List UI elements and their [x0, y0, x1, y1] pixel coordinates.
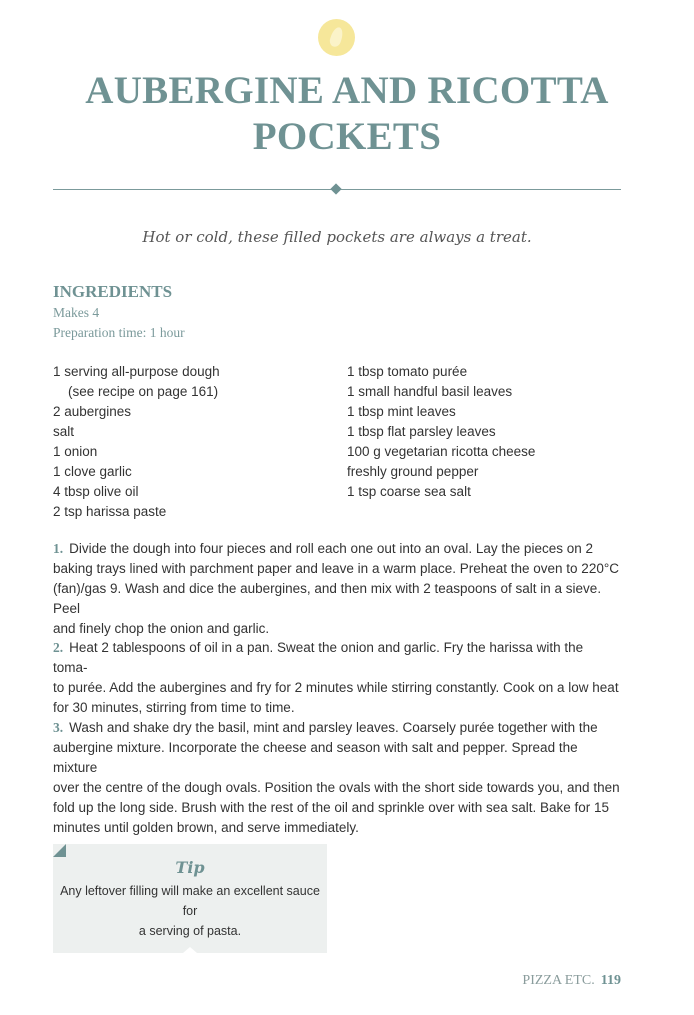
ingredient-item: 1 clove garlic [53, 464, 132, 479]
tip-line: a serving of pasta. [138, 924, 242, 938]
page-number: 119 [600, 973, 621, 988]
ingredient-item: salt [53, 424, 75, 439]
recipe-title [0, 68, 694, 160]
ingredient-item: 100 g vegetarian ricotta cheese [347, 444, 536, 459]
step-number: 1. [53, 541, 64, 556]
ingredient-item: freshly ground pepper [347, 464, 479, 479]
ingredient-item: 1 tbsp tomato purée [347, 364, 468, 379]
tagline: Hot or cold, these filled pockets are always a treat. [142, 228, 532, 246]
ingredient-item: 1 tsp coarse sea salt [347, 484, 471, 499]
title-line-1: AUBERGINE AND RICOTTA [85, 69, 609, 112]
makes-text: Makes 4 [53, 305, 100, 320]
tip-notch [183, 947, 197, 953]
ingredient-item: 1 tbsp mint leaves [347, 404, 456, 419]
page-footer [522, 973, 621, 989]
step-line: Heat 2 tablespoons of oil in a pan. Sweat the onion and garlic. Fry the harissa with the toma- [53, 640, 584, 675]
section-name: PIZZA ETC. [522, 973, 595, 988]
ingredient-item: 2 tsp harissa paste [53, 504, 167, 519]
step-line: Divide the dough into four pieces and roll each one out into an oval. Lay the pieces on 2 [69, 541, 593, 556]
leaf-badge [318, 19, 355, 56]
ingredients-left-column [53, 362, 220, 522]
ingredient-item: 1 serving all-purpose dough [53, 364, 220, 379]
step-line: to purée. Add the aubergines and fry for 2 minutes while stirring constantly. Cook on a low heat [53, 680, 619, 695]
step-line: fold up the long side. Brush with the rest of the oil and sprinkle over with sea salt. Bake for 15 [53, 800, 610, 815]
ingredient-item: 4 tbsp olive oil [53, 484, 139, 499]
step-line: (fan)/gas 9. Wash and dice the aubergines, and then mix with 2 teaspoons of salt in a sieve. Peel [53, 581, 602, 616]
ingredients-right-column [347, 362, 535, 502]
leaf-icon [328, 26, 345, 48]
method-step-3 [53, 718, 621, 838]
method-step-2 [53, 638, 621, 718]
title-line-2: POCKETS [252, 115, 442, 158]
step-number: 3. [53, 720, 64, 735]
step-line: for 30 minutes, stirring from time to time. [53, 700, 295, 715]
step-line: minutes until golden brown, and serve immediately. [53, 820, 359, 835]
step-line: and finely chop the onion and garlic. [53, 621, 270, 636]
diamond-divider-icon [330, 183, 341, 194]
ingredient-item: 1 onion [53, 444, 98, 459]
ingredient-item: 1 small handful basil leaves [347, 384, 513, 399]
tip-text [53, 881, 327, 941]
ingredient-item: (see recipe on page 161) [68, 384, 219, 399]
method-step-1 [53, 539, 621, 639]
step-line: aubergine mixture. Incorporate the cheese and season with salt and pepper. Spread the mixture [53, 740, 578, 775]
step-line: over the centre of the dough ovals. Position the ovals with the short side towards you, and then [53, 780, 620, 795]
corner-triangle-icon [53, 844, 66, 857]
tip-line: Any leftover filling will make an excellent sauce for [60, 884, 320, 918]
step-line: Wash and shake dry the basil, mint and parsley leaves. Coarsely purée together with the [69, 720, 598, 735]
step-line: baking trays lined with parchment paper and leave in a warm place. Preheat the oven to 220°C [53, 561, 619, 576]
prep-time-text: Preparation time: 1 hour [53, 325, 185, 340]
ingredients-heading: INGREDIENTS [53, 282, 173, 301]
ingredient-item: 1 tbsp flat parsley leaves [347, 424, 496, 439]
ingredient-item: 2 aubergines [53, 404, 132, 419]
step-number: 2. [53, 640, 64, 655]
tip-title: Tip [175, 858, 205, 877]
